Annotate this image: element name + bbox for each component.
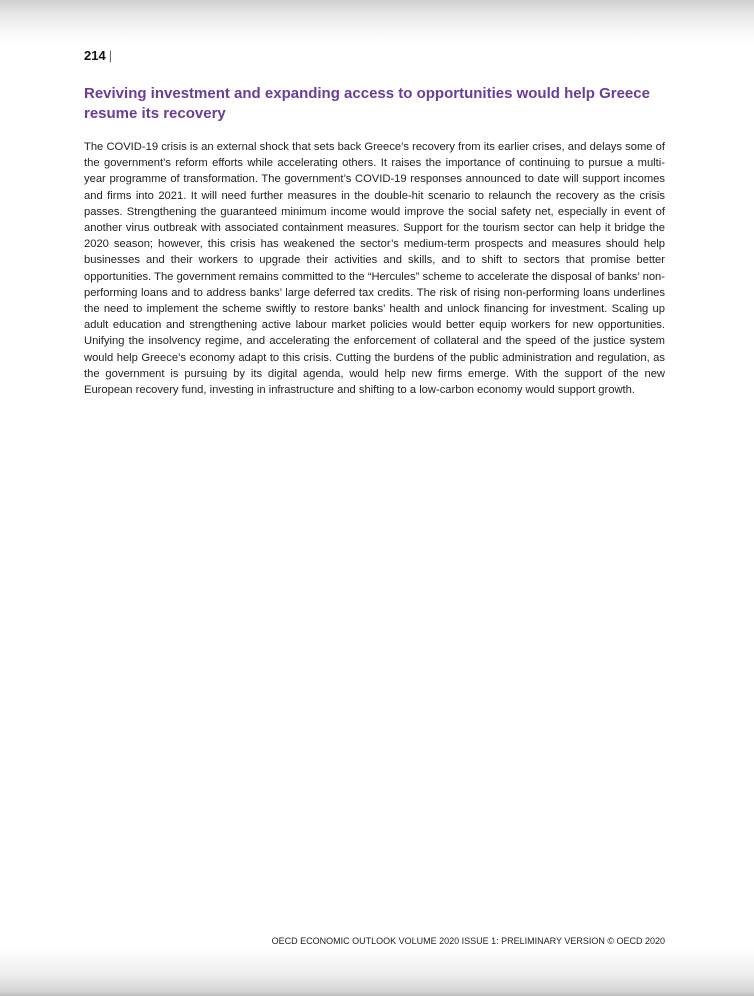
viewer-bottom-shadow bbox=[0, 948, 754, 996]
page-number-separator: | bbox=[108, 48, 113, 63]
viewer-top-shadow bbox=[0, 0, 754, 44]
body-paragraph: The COVID-19 crisis is an external shock that sets back Greece’s recovery from its earlier crises, and delays some of the government’s reform efforts while accelerating others. It raises the importance of continuing to pursue a multi-year programme of transformation. The government’s COVID-19 responses announced to date will support incomes and firms into 2021. It will need further measures in the double-hit scenario to relaunch the recovery as the crisis passes. Strengthening the guaranteed minimum income would improve the social safety net, especially in event of another virus outbreak with associated containment measures. Support for the tourism sector can help it bridge the 2020 season; however, this crisis has weakened the sector’s medium-term prospects and measures should help businesses and their workers to upgrade their activities and skills, and to shift to sectors that promise better opportunities. The government remains committed to the “Hercules” scheme to accelerate the disposal of banks’ non-performing loans and to address banks’ large deferred tax credits. The risk of rising non-performing loans underlines the need to implement the scheme swiftly to restore banks’ health and unlock financing for investment. Scaling up adult education and strengthening active labour market policies would better equip workers for new opportunities. Unifying the insolvency regime, and accelerating the enforcement of collateral and the speed of the justice system would help Greece’s economy adapt to this crisis. Cutting the burdens of the public administration and regulation, as the government is pursuing by its digital agenda, would help new firms emerge. With the support of the new European recovery fund, investing in infrastructure and shifting to a low-carbon economy would support growth. bbox=[84, 141, 665, 397]
page-header bbox=[84, 48, 112, 64]
section-heading: Reviving investment and expanding access to opportunities would help Greece resume its recovery bbox=[84, 85, 650, 122]
page-number: 214 bbox=[84, 48, 106, 63]
page-footer: OECD ECONOMIC OUTLOOK VOLUME 2020 ISSUE 1: PRELIMINARY VERSION © OECD 2020 bbox=[271, 936, 665, 946]
